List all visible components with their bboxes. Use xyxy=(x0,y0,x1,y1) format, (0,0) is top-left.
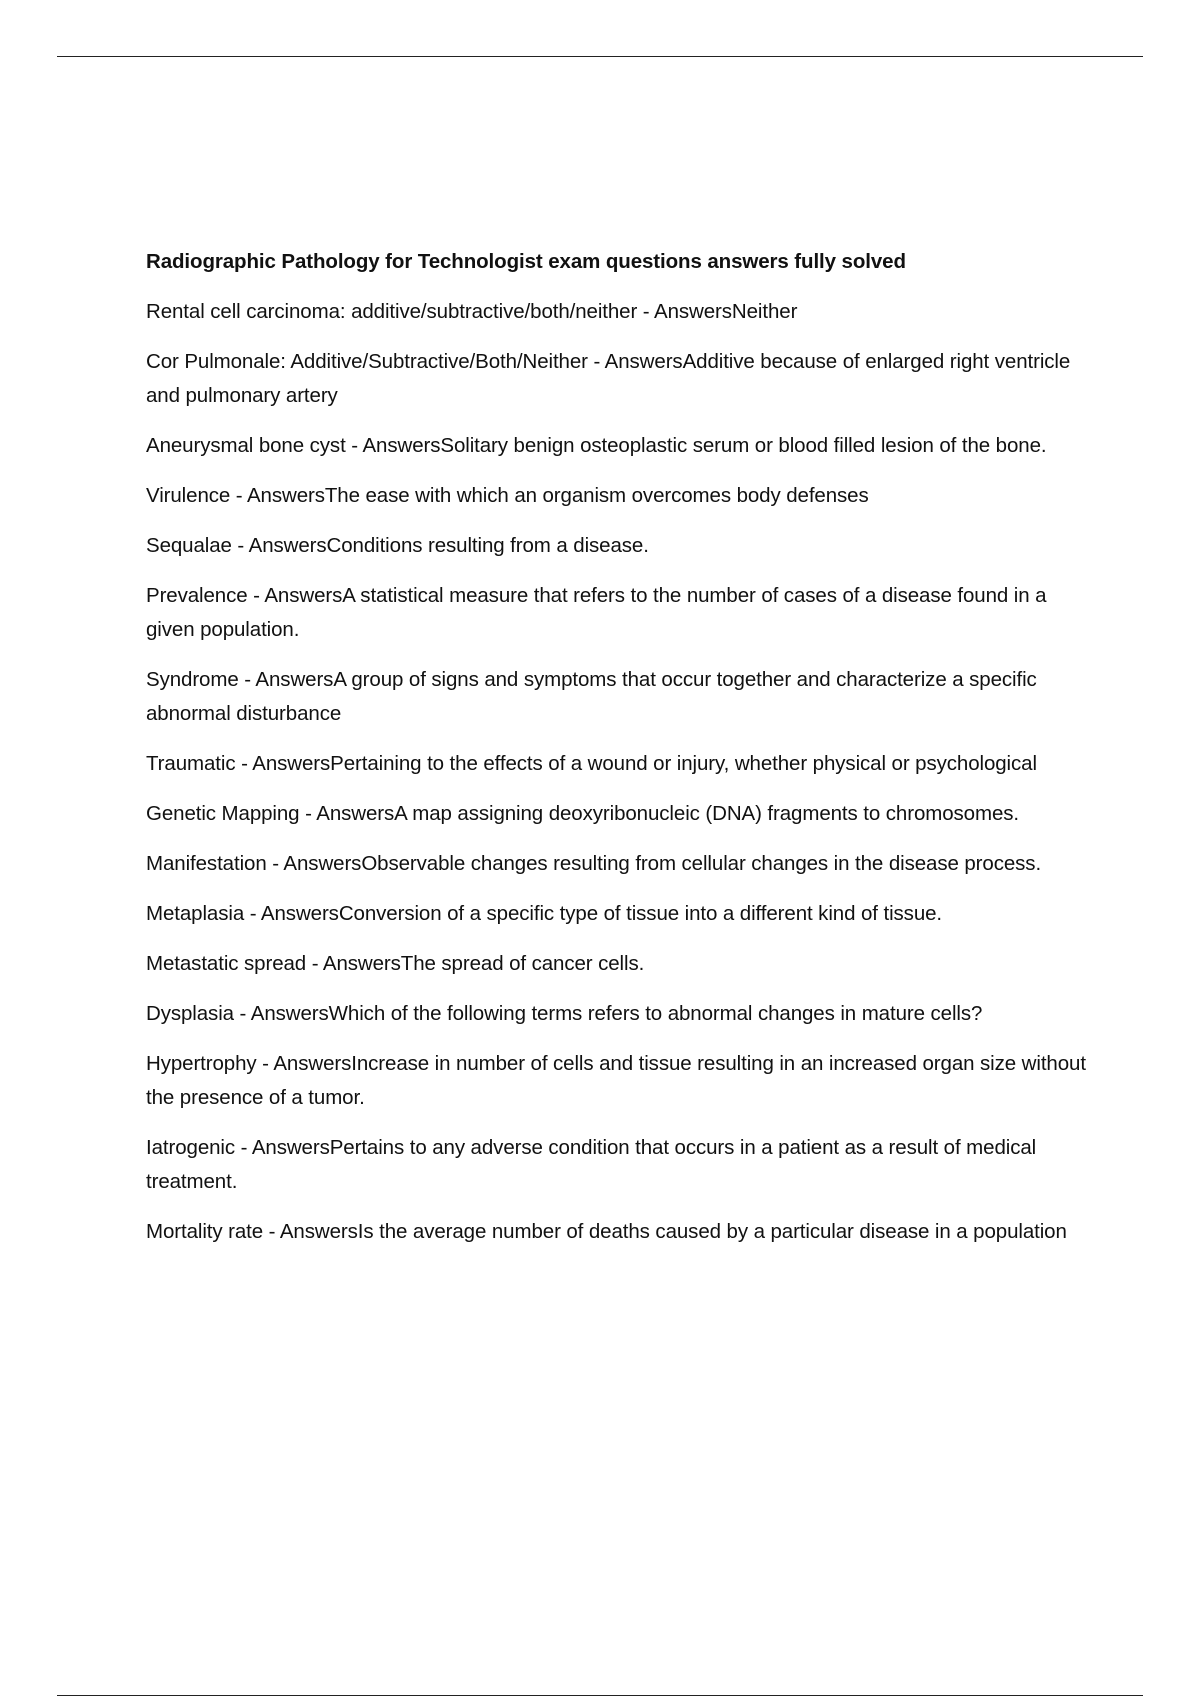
qa-entry: Virulence - AnswersThe ease with which an organism overcomes body defenses xyxy=(146,484,869,507)
qa-entry: Genetic Mapping - AnswersA map assigning deoxyribonucleic (DNA) fragments to chromosomes. xyxy=(146,802,1019,825)
document-title: Radiographic Pathology for Technologist exam questions answers fully solved xyxy=(146,250,906,273)
header-rule xyxy=(57,56,1143,57)
qa-entry: Manifestation - AnswersObservable changes resulting from cellular changes in the disease process. xyxy=(146,852,1042,875)
qa-entry: Cor Pulmonale: Additive/Subtractive/Both/Neither - AnswersAdditive because of enlarged right ventricle and pulmonary artery xyxy=(146,350,1071,407)
document-body xyxy=(146,247,1096,1265)
qa-entry: Dysplasia - AnswersWhich of the following terms refers to abnormal changes in mature cells? xyxy=(146,1002,983,1025)
qa-entry: Syndrome - AnswersA group of signs and symptoms that occur together and characterize a specific abnormal disturbance xyxy=(146,668,1037,725)
qa-entry: Metastatic spread - AnswersThe spread of cancer cells. xyxy=(146,952,645,975)
qa-entry: Mortality rate - AnswersIs the average number of deaths caused by a particular disease in a population xyxy=(146,1220,1067,1243)
qa-entry: Iatrogenic - AnswersPertains to any adverse condition that occurs in a patient as a result of medical treatment. xyxy=(146,1136,1037,1193)
qa-entry: Rental cell carcinoma: additive/subtractive/both/neither - AnswersNeither xyxy=(146,300,798,323)
footer-rule xyxy=(57,1695,1143,1696)
qa-entry: Aneurysmal bone cyst - AnswersSolitary benign osteoplastic serum or blood filled lesion of the bone. xyxy=(146,434,1047,457)
qa-entry: Sequalae - AnswersConditions resulting from a disease. xyxy=(146,534,649,557)
qa-entry: Hypertrophy - AnswersIncrease in number of cells and tissue resulting in an increased organ size without the presence of a tumor. xyxy=(146,1052,1086,1109)
qa-entry: Metaplasia - AnswersConversion of a specific type of tissue into a different kind of tissue. xyxy=(146,902,943,925)
qa-entry: Traumatic - AnswersPertaining to the effects of a wound or injury, whether physical or psychological xyxy=(146,752,1037,775)
qa-entry: Prevalence - AnswersA statistical measure that refers to the number of cases of a disease found in a given population. xyxy=(146,584,1047,641)
